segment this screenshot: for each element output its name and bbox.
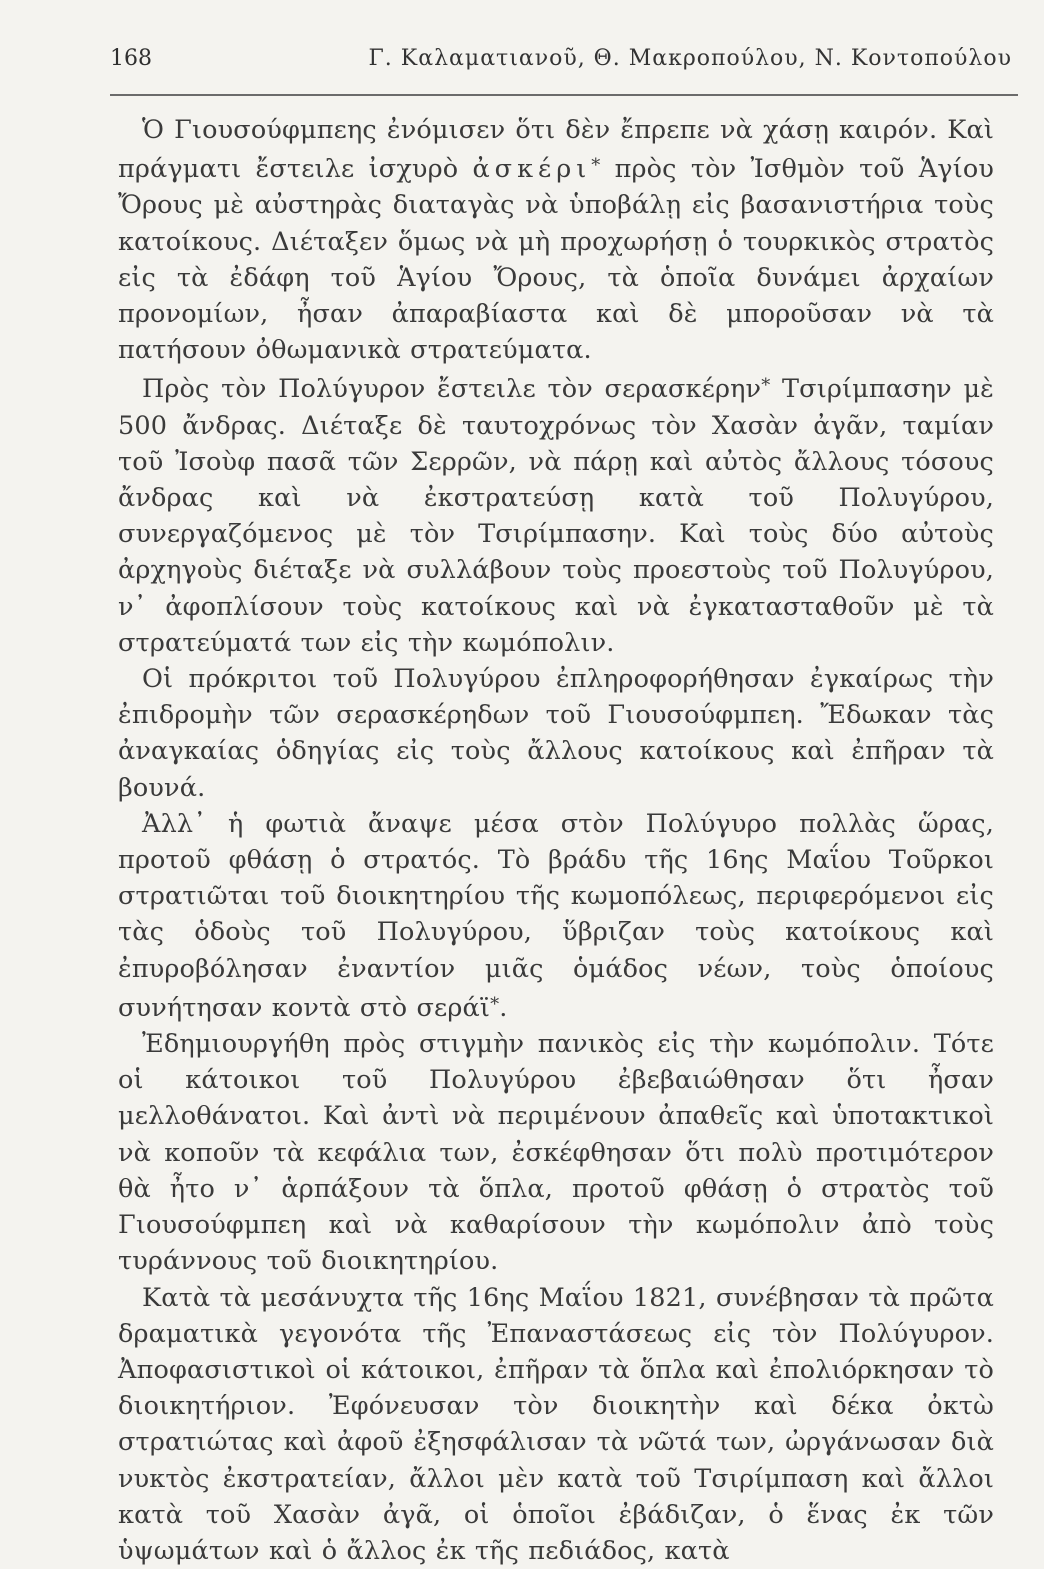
paragraph-5: Ἐδημιουργήθη πρὸς στιγμὴν πανικὸς εἰς τὴν κωμόπολιν. Τότε οἱ κάτοικοι τοῦ Πολυγύρου ἐβεβαιώθησαν ὅτι ἦσαν μελλοθάνατοι. Καὶ ἀντὶ νὰ περιμένουν ἀπαθεῖς καὶ ὑποτακτικοὶ νὰ κοποῦν τὰ κεφάλια των, ἐσκέφθησαν ὅτι πολὺ προτιμότερον θὰ ἦτο ν᾿ ἁρπάξουν τὰ ὅπλα, προτοῦ φθάσῃ ὁ στρατὸς τοῦ Γιουσούφμπεη καὶ νὰ καθαρίσουν τὴν κωμόπολιν ἀπὸ τοὺς τυράννους τοῦ διοικητηρίου. (118, 1026, 994, 1279)
footnote-marker: * (591, 155, 600, 176)
paragraph-text: Ἀλλ᾿ ἡ φωτιὰ ἄναψε μέσα στὸν Πολύγυρο πολλὰς ὥρας, προτοῦ φθάσῃ ὁ στρατός. Τὸ βράδυ τῆς 16ης Μαΐου Τοῦρκοι στρατιῶται τοῦ διοικητηρίου τῆς κωμοπόλεως, περιφερόμενοι εἰς τὰς ὁδοὺς τοῦ Πολυγύρου, ὕβριζαν τοὺς κατοίκους καὶ ἐπυροβόλησαν ἐναντίον μιᾶς ὁμάδος νέων, τοὺς ὁποίους συνήτησαν κοντὰ στὸ σεράϊ (118, 809, 994, 1023)
body-text (118, 112, 994, 1569)
paragraph-3: Οἱ πρόκριτοι τοῦ Πολυγύρου ἐπληροφορήθησαν ἐγκαίρως τὴν ἐπιδρομὴν τῶν σερασκέρηδων τοῦ Γιουσούφμπεη. Ἔδωκαν τὰς ἀναγκαίας ὁδηγίας εἰς τοὺς ἄλλους κατοίκους καὶ ἐπῆραν τὰ βουνά. (118, 661, 994, 806)
header-rule (110, 94, 1018, 96)
page-header (110, 44, 1020, 84)
paragraph-text: . (499, 993, 507, 1023)
paragraph-text: Ὁ Γιουσούφμπεης ἐνόμισεν ὅτι δὲν ἔπρεπε νὰ χάσῃ καιρόν. Καὶ πράγματι ἔστειλε ἰσχυρὸ (118, 115, 994, 184)
page-number: 168 (110, 46, 152, 71)
paragraph-4 (118, 806, 994, 1026)
paragraph-text: Πρὸς τὸν Πολύγυρον ἔστειλε τὸν σερασκέρην (142, 374, 761, 404)
paragraph-6: Κατὰ τὰ μεσάνυχτα τῆς 16ης Μαΐου 1821, συνέβησαν τὰ πρῶτα δραματικὰ γεγονότα τῆς Ἐπαναστάσεως εἰς τὸν Πολύγυρον. Ἀποφασιστικοὶ οἱ κάτοικοι, ἐπῆραν τὰ ὅπλα καὶ ἐπολιόρκησαν τὸ διοικητήριον. Ἐφόνευσαν τὸν διοικητὴν καὶ δέκα ὀκτὼ στρατιώτας καὶ ἀφοῦ ἐξησφάλισαν τὰ νῶτά των, ὠργάνωσαν διὰ νυκτὸς ἐκστρατείαν, ἄλλοι μὲν κατὰ τοῦ Τσιρίμπαση καὶ ἄλλοι κατὰ τοῦ Χασὰν ἀγᾶ, οἱ ὁποῖοι ἐβάδιζαν, ὁ ἕνας ἐκ τῶν ὑψωμάτων καὶ ὁ ἄλλος ἐκ τῆς πεδιάδος, κατὰ (118, 1280, 994, 1569)
footnote-marker: * (761, 375, 770, 396)
footnote-marker: * (490, 994, 499, 1015)
paragraph-text: πρὸς τὸν Ἰσθμὸν τοῦ Ἁγίου Ὄρους μὲ αὐστηρὰς διαταγὰς νὰ ὑποβάλῃ εἰς βασανιστήρια τοὺς κατοίκους. Διέταξεν ὅμως νὰ μὴ προχωρήσῃ ὁ τουρκικὸς στρατὸς εἰς τὰ ἐδάφη τοῦ Ἁγίου Ὄρους, τὰ ὁποῖα δυνάμει ἀρχαίων προνομίων, ἦσαν ἀπαραβίαστα καὶ δὲ μποροῦσαν νὰ τὰ πατήσουν ὀθωμανικὰ στρατεύματα. (118, 154, 994, 365)
paragraph-1 (118, 112, 994, 368)
running-head: Γ. Καλαματιανοῦ, Θ. Μακροπούλου, Ν. Κοντοπούλου (369, 46, 1012, 71)
emphasized-term: ἀσκέρι (472, 154, 591, 184)
paragraph-2 (118, 368, 994, 661)
paragraph-text: Τσιρίμπασην μὲ 500 ἄνδρας. Διέταξε δὲ ταυτοχρόνως τὸν Χασὰν ἀγᾶν, ταμίαν τοῦ Ἰσοὺφ πασᾶ τῶν Σερρῶν, νὰ πάρῃ καὶ αὐτὸς ἄλλους τόσους ἄνδρας καὶ νὰ ἐκστρατεύσῃ κατὰ τοῦ Πολυγύρου, συνεργαζόμενος μὲ τὸν Τσιρίμπασην. Καὶ τοὺς δύο αὐτοὺς ἀρχηγοὺς διέταξε νὰ συλλάβουν τοὺς προεστοὺς τοῦ Πολυγύρου, ν᾿ ἀφοπλίσουν τοὺς κατοίκους καὶ νὰ ἐγκατασταθοῦν μὲ τὰ στρατεύματά των εἰς τὴν κωμόπολιν. (118, 374, 994, 657)
